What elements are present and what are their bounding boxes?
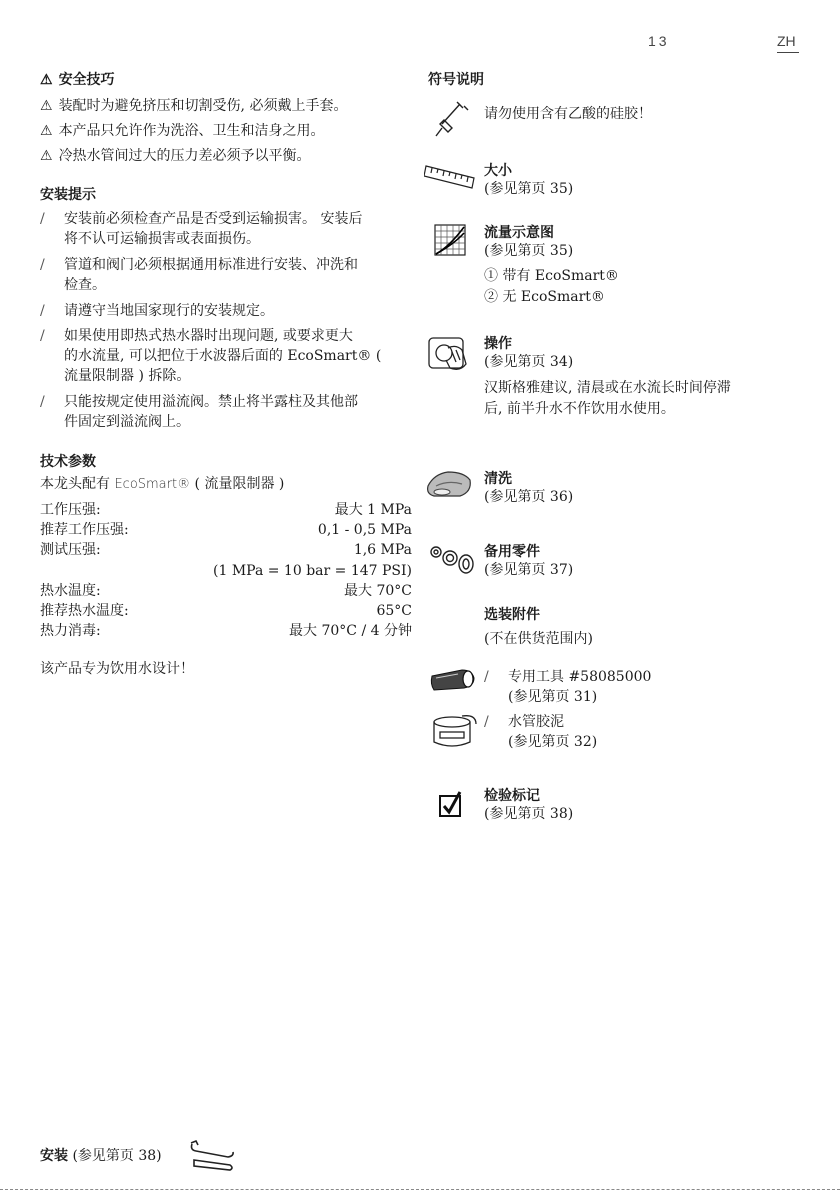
tech-row: 热水温度: 最大 70°C [40, 583, 412, 599]
pipe-grease-tin-icon [428, 712, 480, 752]
warning-icon: ⚠ [40, 72, 53, 88]
safety-item: ⚠ 装配时为避免挤压和切割受伤, 必须戴上手套。 [40, 98, 348, 114]
size-title: 大小 [484, 163, 512, 179]
install-tip: / 只能按规定使用溢流阀。禁止将半露柱及其他部 件固定到溢流阀上。 [40, 394, 358, 430]
warning-icon: ⚠ [40, 148, 53, 164]
tech-row: 推荐工作压强: 0,1 - 0,5 MPa [40, 522, 412, 538]
tech-row: (1 MPa = 10 bar = 147 PSI) [213, 563, 412, 579]
checkmark-box-icon [438, 790, 464, 818]
operation-hand-icon [426, 334, 470, 374]
symbols-title: 符号说明 [428, 72, 484, 88]
size-ref: (参见第页 35) [484, 181, 574, 197]
optional-subtitle: (不在供货范围内) [484, 631, 593, 647]
spare-parts-ref: (参见第页 37) [484, 562, 574, 578]
tech-row: 工作压强: 最大 1 MPa [40, 502, 412, 518]
safety-item: ⚠ 本产品只允许作为洗浴、卫生和洁身之用。 [40, 123, 325, 139]
operation-note: 后, 前半升水不作饮用水使用。 [484, 401, 675, 417]
flow-option-1: ① 带有 EcoSmart® [484, 268, 619, 284]
operation-ref: (参见第页 34) [484, 354, 574, 370]
install-footer: 安装 (参见第页 38) [40, 1148, 162, 1164]
silicone-gun-icon [430, 100, 470, 138]
tech-title: 技术参数 [40, 454, 96, 470]
language-underline [777, 52, 799, 53]
operation-note: 汉斯格雅建议, 清晨或在水流长时间停滞 [484, 380, 731, 396]
drinking-water-note: 该产品专为饮用水设计！ [40, 661, 194, 677]
tech-row: 推荐热水温度: 65°C [40, 603, 412, 619]
special-tool-icon [428, 664, 478, 696]
install-tip: / 安装前必须检查产品是否受到运输损害。 安装后 将不认可运输损害或表面损伤。 [40, 211, 363, 247]
tech-row: 热力消毒: 最大 70°C / 4 分钟 [40, 623, 412, 639]
safety-title-row [40, 69, 115, 89]
warning-icon: ⚠ [40, 123, 53, 139]
bottom-rule [0, 1189, 840, 1190]
install-tip: / 请遵守当地国家现行的安装规定。 [40, 303, 274, 319]
cleaning-hand-icon [424, 466, 474, 502]
flow-title: 流量示意图 [484, 225, 554, 241]
optional-item-tool: / 专用工具 #58085000 (参见第页 31) [484, 669, 652, 705]
wrench-icon [188, 1138, 236, 1172]
optional-title: 选装附件 [484, 607, 540, 623]
language-code: ZH [777, 33, 796, 49]
install-tip: / 如果使用即热式热水器时出现问题, 或要求更大 的水流量, 可以把位于水波器后面的 EcoSmart® ( 流量限制器 ) 拆除。 [40, 328, 382, 384]
install-tip: / 管道和阀门必须根据通用标准进行安装、冲洗和 检查。 [40, 257, 358, 293]
safety-item: ⚠ 冷热水管间过大的压力差必须予以平衡。 [40, 148, 311, 164]
silicone-warning: 请勿使用含有乙酸的硅胶！ [484, 106, 652, 122]
safety-title: 安全技巧 [58, 72, 115, 88]
optional-item-grease: / 水管胶泥 (参见第页 32) [484, 714, 598, 750]
operation-title: 操作 [484, 336, 512, 352]
spare-parts-icon [428, 542, 476, 576]
test-mark-title: 检验标记 [484, 788, 540, 804]
page-number: 13 [648, 33, 670, 49]
ruler-icon [424, 158, 476, 194]
flow-option-2: ② 无 EcoSmart® [484, 289, 605, 305]
tech-intro: 本龙头配有 EcoSmart® ( 流量限制器 ) [40, 476, 285, 492]
test-mark-ref: (参见第页 38) [484, 806, 574, 822]
spare-parts-title: 备用零件 [484, 544, 540, 560]
tech-row: 测试压强: 1,6 MPa [40, 542, 412, 558]
flow-chart-icon [434, 224, 466, 256]
cleaning-title: 清洗 [484, 471, 512, 487]
warning-icon: ⚠ [40, 98, 53, 114]
flow-ref: (参见第页 35) [484, 243, 574, 259]
install-tips-title: 安装提示 [40, 187, 96, 203]
cleaning-ref: (参见第页 36) [484, 489, 574, 505]
